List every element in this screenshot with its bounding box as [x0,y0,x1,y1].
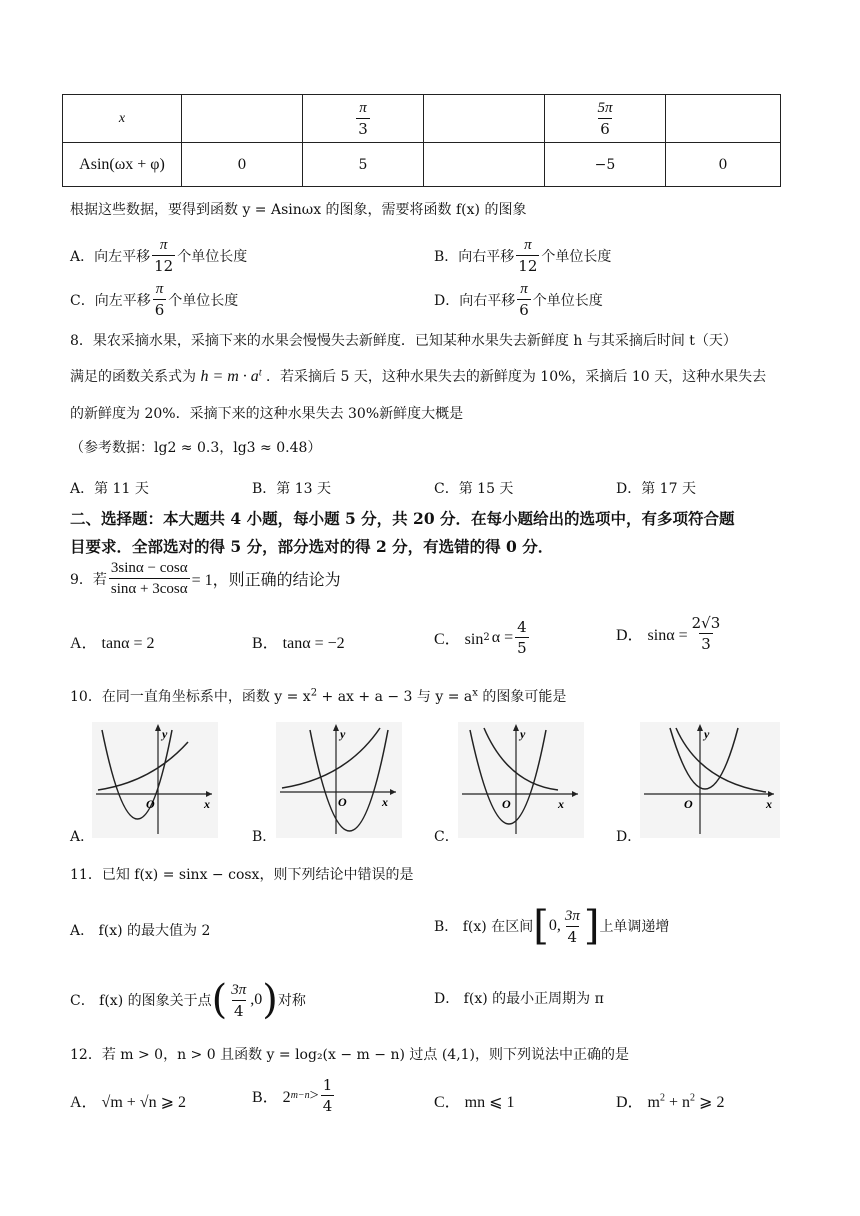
q8-option-b: B．第 13 天 [252,481,332,497]
q11-option-d: D． f(x) 的最小正周期为 π [434,991,604,1007]
q12-option-c: C． mn ⩽ 1 [434,1094,515,1111]
q12-option-b: B． 2 m−n > $\frac{1}{4}$ [252,1076,333,1115]
origin-label: O [502,797,511,811]
table-cell: 0 [666,143,781,187]
q9-option-a: A． tanα = 2 [70,635,155,652]
table-cell: −5 [545,143,666,187]
q10-label-c: C． [434,829,459,845]
q9-stem: 9．若 $\frac{3\sin\alpha - \cos\alpha}{\sin\alpha + 3\cos\alpha}$ = 1，则正确的结论为 [70,560,341,597]
q10-graph-b [276,722,402,838]
q12-option-a: A． √m + √n ⩾ 2 [70,1094,186,1111]
table-cell: $\frac{\pi}{3}$ [303,95,424,143]
q8-reference: （参考数据：lg2 ≈ 0.3，lg3 ≈ 0.48） [70,440,322,456]
q9-option-b: B． tanα = −2 [252,635,345,652]
q8-option-c: C．第 15 天 [434,481,514,497]
q11-stem: 11．已知 f(x) = sinx − cosx，则下列结论中错误的是 [70,867,414,883]
graph-bg [276,722,402,838]
q10-label-d: D． [616,829,642,845]
q9-option-c: C． sin 2 α = $\frac{4}{5}$ [434,618,527,657]
y-label: y [704,727,710,741]
q10-stem: 10．在同一直角坐标系中，函数 $y = x^2$ + ax + a − 3 与 $y = a^x$ 的图象可能是 [70,687,567,705]
table-cell: 5 [303,143,424,187]
table-cell [424,95,545,143]
q8-line1: 8．果农采摘水果，采摘下来的水果会慢慢失去新鲜度．已知某种水果失去新鲜度 h 与其采摘后时间 t（天） [70,333,737,349]
x-label: x [558,797,564,811]
origin-label: O [684,797,693,811]
y-label: y [340,727,346,741]
table-cell [424,143,545,187]
table-cell: $\frac{5\pi}{6}$ [545,95,666,143]
q9-option-d: D． sinα = $\frac{2√3}{3}$ [616,614,721,653]
y-label: y [520,727,526,741]
table-cell [182,95,303,143]
q7-option-d: D．向右平移 $\frac{\pi}{6}$ 个单位长度 [434,281,603,319]
origin-label: O [146,797,155,811]
origin-label: O [338,795,347,809]
q8-option-d: D．第 17 天 [616,481,696,497]
q11-option-b: B． f(x) 在区间 [ 0, $\frac{3\pi}{4}$ ] 上单调递增 [434,903,670,949]
table-row2-label: Asin(ωx + φ) [63,143,182,187]
q7-option-c: C．向左平移 $\frac{\pi}{6}$ 个单位长度 [70,281,239,319]
q10-label-a: A． [70,829,95,845]
q10-label-b: B． [252,829,277,845]
q7-option-a: A．向左平移 $\frac{\pi}{12}$ 个单位长度 [70,237,248,275]
q10-graph-c [458,722,584,838]
x-label: x [382,795,388,809]
table-cell: 0 [182,143,303,187]
graph-bg [92,722,218,838]
q12-option-d: D． $m^2 + n^2$ ⩾ 2 [616,1092,725,1111]
graph-bg [640,722,780,838]
q12-stem: 12．若 m > 0，n > 0 且函数 y = log₂(x − m − n) 过点 (4,1)，则下列说法中正确的是 [70,1047,630,1063]
q8-option-a: A．第 11 天 [70,481,149,497]
q8-line3: 的新鲜度为 20%．采摘下来的这种水果失去 30%新鲜度大概是 [70,406,464,422]
q7-option-b: B．向右平移 $\frac{\pi}{12}$ 个单位长度 [434,237,612,275]
q7-tail-text: 根据这些数据，要得到函数 y = Asinωx 的图象，需要将函数 f(x) 的图象 [70,202,527,218]
q8-line2: 满足的函数关系式为 $h = m \cdot a^t$ ．若采摘后 5 天，这种水果失去的新鲜度为 10%，采摘后 10 天，这种水果失去 [70,367,767,385]
q10-graph-a [92,722,218,838]
q11-option-a: A． f(x) 的最大值为 2 [70,923,211,939]
y-label: y [162,727,168,741]
table-cell [666,95,781,143]
x-label: x [766,797,772,811]
x-label: x [204,797,210,811]
q11-option-c: C． f(x) 的图象关于点 ( $\frac{3\pi}{4}$ ,0 ) 对称 [70,977,306,1023]
section2-heading-line1: 二、选择题：本大题共 4 小题，每小题 5 分，共 20 分．在每小题给出的选项中，有多项符合题 [70,509,735,528]
value-table [62,94,781,187]
table-row1-label: x [63,95,182,143]
section2-heading-line2: 目要求．全部选对的得 5 分，部分选对的得 2 分，有选错的得 0 分． [70,537,554,556]
q10-graph-d [640,722,780,838]
